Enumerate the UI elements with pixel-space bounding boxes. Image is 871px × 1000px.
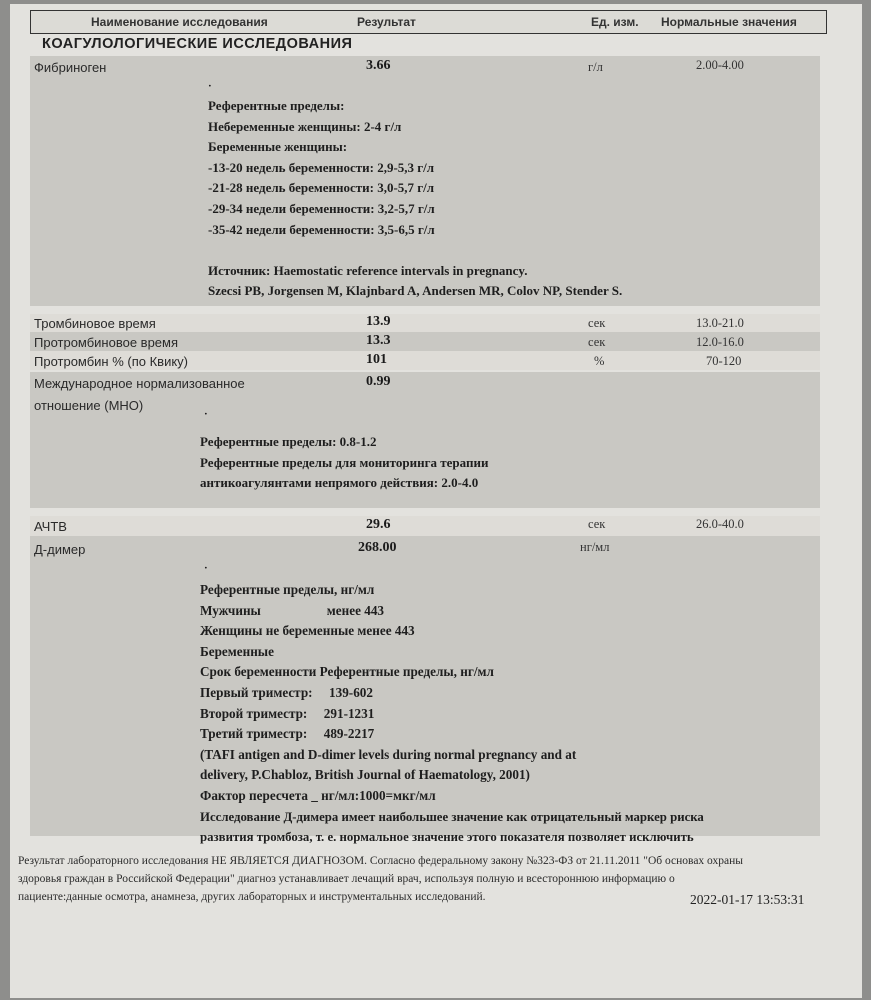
row-unit: сек xyxy=(588,316,606,330)
note-line: delivery, P.Chabloz, British Journal of Haematology, 2001) xyxy=(200,767,530,783)
section-title: КОАГУЛОЛОГИЧЕСКИЕ ИССЛЕДОВАНИЯ xyxy=(42,36,353,52)
note-line: Исследование Д-димера имеет наибольшее значение как отрицательный маркер риска xyxy=(200,809,704,824)
note-line: Референтные пределы: xyxy=(208,98,345,113)
note-line: -21-28 недель беременности: 3,0-5,7 г/л xyxy=(208,180,435,196)
note-line xyxy=(208,240,622,261)
row-unit: нг/мл xyxy=(580,540,610,554)
row-norm: 26.0-40.0 xyxy=(696,517,744,531)
bullet-dot: · xyxy=(204,408,208,420)
note-line: Szecsi PB, Jorgensen M, Klajnbard A, Andersen MR, Colov NP, Stender S. xyxy=(208,283,623,299)
row-name: Тромбиновое время xyxy=(34,316,156,331)
mno-reference-note xyxy=(200,432,488,494)
row-name: Д-димер xyxy=(34,542,86,557)
header-result: Результат xyxy=(357,15,416,29)
header-norm: Нормальные значения xyxy=(661,15,797,29)
header-unit: Ед. изм. xyxy=(591,15,639,29)
row-value: 13.3 xyxy=(366,333,391,348)
note-line: Референтные пределы, нг/мл xyxy=(200,582,375,597)
row-unit: сек xyxy=(588,335,606,349)
header-name: Наименование исследования xyxy=(91,15,268,29)
row-unit: % xyxy=(594,354,605,368)
note-line: Первый триместр: 139-602 xyxy=(200,684,373,700)
footer-line: Результат лабораторного исследования НЕ ЯВЛЯЕТСЯ ДИАГНОЗОМ. Согласно федеральному закону №323-ФЗ от 21.11.2011 "Об основах охраны xyxy=(18,855,744,867)
row-name-line1: Международное нормализованное xyxy=(34,376,245,391)
row-value: 268.00 xyxy=(358,540,397,555)
row-name: Фибриноген xyxy=(34,60,107,75)
note-line: Женщины не беременные менее 443 xyxy=(200,623,415,639)
note-line: развития тромбоза, т. е. нормальное значение этого показателя позволяет исключить xyxy=(200,830,694,845)
note-line: Срок беременности Референтные пределы, нг/мл xyxy=(200,664,494,680)
footer-line: здоровья граждан в Российской Федерации" диагноз устанавливает лечащий врач, используя полную и всестороннюю информацию о xyxy=(18,873,675,885)
note-line: Беременные женщины: xyxy=(208,139,348,155)
row-name: АЧТВ xyxy=(34,519,67,534)
report-timestamp: 2022-01-17 13:53:31 xyxy=(690,892,805,907)
row-value: 101 xyxy=(366,352,387,367)
bullet-dot: · xyxy=(204,562,208,574)
note-line: -13-20 недель беременности: 2,9-5,3 г/л xyxy=(208,159,435,175)
note-line: Референтные пределы для мониторинга терапии xyxy=(200,454,489,470)
note-line: антикоагулянтами непрямого действия: 2.0-4.0 xyxy=(200,475,479,491)
note-line: Источник: Haemostatic reference intervals in pregnancy. xyxy=(208,262,528,278)
row-value: 29.6 xyxy=(366,517,391,532)
row-norm: 2.00-4.00 xyxy=(696,58,744,72)
note-line: Мужчины менее 443 xyxy=(200,602,385,618)
note-line: Фактор пересчета _ нг/мл:1000=мкг/мл xyxy=(200,787,436,803)
fibrinogen-reference-note xyxy=(208,96,622,302)
row-unit: сек xyxy=(588,517,606,531)
lab-report-page xyxy=(10,4,862,998)
row-name: Протромбин % (по Квику) xyxy=(34,354,189,369)
row-norm: 13.0-21.0 xyxy=(696,316,744,330)
row-value: 13.9 xyxy=(366,314,391,329)
note-line: Небеременные женщины: 2-4 г/л xyxy=(208,118,402,134)
note-line: Третий триместр: 489-2217 xyxy=(200,726,375,742)
row-value: 0.99 xyxy=(366,374,391,389)
row-norm: 70-120 xyxy=(706,354,742,368)
note-line: (TAFI antigen and D-dimer levels during normal pregnancy and at xyxy=(200,746,577,762)
note-line: Референтные пределы: 0.8-1.2 xyxy=(200,434,377,449)
footer-line: пациенте:данные осмотра, анамнеза, других лабораторных и инструментальных исследований. xyxy=(18,891,486,903)
note-line: Второй триместр: 291-1231 xyxy=(200,705,375,721)
note-line: -35-42 недели беременности: 3,5-6,5 г/л xyxy=(208,221,435,237)
row-norm: 12.0-16.0 xyxy=(696,335,744,349)
note-line: -29-34 недели беременности: 3,2-5,7 г/л xyxy=(208,200,435,216)
note-line: Беременные xyxy=(200,643,274,659)
row-unit: г/л xyxy=(588,60,603,74)
row-name: Протромбиновое время xyxy=(34,335,179,350)
ddimer-reference-note xyxy=(200,580,704,848)
row-value: 3.66 xyxy=(366,58,391,73)
row-name-line2: отношение (МНО) xyxy=(34,398,144,413)
table-header xyxy=(30,10,827,34)
bullet-dot: · xyxy=(208,80,212,92)
